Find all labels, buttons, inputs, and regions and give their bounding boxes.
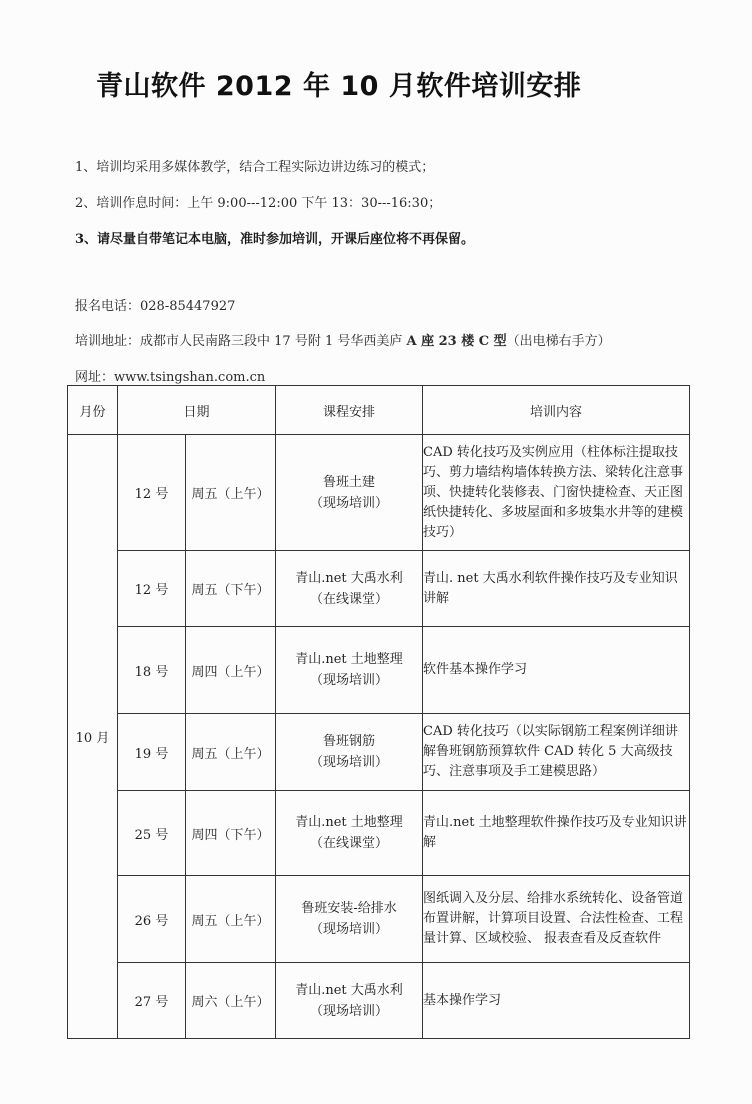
note-2: 2、培训作息时间：上午 9:00---12:00 下午 13：30---16:30； [75, 196, 442, 211]
content-cell: 软件基本操作学习 [423, 627, 690, 714]
phone-number: 028-85447927 [140, 299, 236, 314]
course-name: 鲁班土建 [323, 474, 376, 490]
header-date: 日期 [118, 386, 276, 435]
content-cell: CAD 转化技巧（以实际钢筋工程案例详细讲解鲁班钢筋预算软件 CAD 转化 5 大高级技巧、注意事项及手工建模思路） [423, 714, 690, 791]
weekday-cell: 周四（上午） [186, 627, 276, 714]
date-cell: 12 号 [118, 551, 186, 627]
table-row [68, 963, 690, 1039]
table-row [68, 551, 690, 627]
contact-website [75, 366, 265, 385]
course-cell [276, 435, 423, 551]
course-cell [276, 551, 423, 627]
schedule-table [67, 385, 690, 1039]
content-cell: 图纸调入及分层、给排水系统转化、设备管道布置讲解，计算项目设置、合法性检查、工程量计算、区域校验、 报表查看及反查软件 [423, 876, 690, 963]
date-cell: 18 号 [118, 627, 186, 714]
course-cell [276, 876, 423, 963]
web-label: 网址： [75, 370, 115, 385]
date-cell: 19 号 [118, 714, 186, 791]
header-content: 培训内容 [423, 386, 690, 435]
weekday-cell: 周四（下午） [186, 791, 276, 876]
course-name: 青山.net 大禹水利 [295, 570, 403, 586]
course-mode: （在线课堂） [310, 591, 389, 607]
note-3: 3、请尽量自带笔记本电脑，准时参加培训，开课后座位将不再保留。 [75, 232, 475, 247]
table-header-row [68, 386, 690, 435]
table-row [68, 627, 690, 714]
course-mode: （在线课堂） [310, 836, 389, 851]
course-mode: （现场培训） [310, 495, 389, 511]
weekday-cell: 周六（上午） [186, 963, 276, 1039]
content-cell: CAD 转化技巧及实例应用（柱体标注提取技巧、剪力墙结构墙体转换方法、梁转化注意事项、快捷转化装修表、门窗快捷检查、天正图纸快捷转化、多坡屋面和多坡集水井等的建模技巧） [423, 435, 690, 551]
course-mode: （现场培训） [310, 755, 389, 770]
date-cell: 12 号 [118, 435, 186, 551]
weekday-cell: 周五（上午） [186, 435, 276, 551]
course-mode: （现场培训） [310, 673, 389, 688]
content-cell: 基本操作学习 [423, 963, 690, 1039]
date-cell: 25 号 [118, 791, 186, 876]
table-row [68, 435, 690, 551]
contact-phone [75, 295, 235, 314]
course-mode: （现场培训） [310, 922, 389, 937]
content-cell: 青山.net 土地整理软件操作技巧及专业知识讲解 [423, 791, 690, 876]
course-cell [276, 963, 423, 1039]
address-text: 成都市人民南路三段中 17 号附 1 号华西美庐 [140, 334, 407, 349]
table-row [68, 876, 690, 963]
course-cell [276, 714, 423, 791]
course-mode: （现场培训） [310, 1003, 389, 1019]
course-name: 青山.net 土地整理 [295, 652, 403, 667]
date-cell: 27 号 [118, 963, 186, 1039]
address-direction: （出电梯右手方） [506, 334, 611, 349]
header-course: 课程安排 [276, 386, 423, 435]
address-building: A 座 23 楼 C 型 [406, 334, 507, 349]
content-cell: 青山. net 大禹水利软件操作技巧及专业知识讲解 [423, 551, 690, 627]
web-url: www.tsingshan.com.cn [114, 370, 266, 385]
note-1: 1、培训均采用多媒体教学，结合工程实际边讲边练习的模式； [75, 160, 435, 175]
weekday-cell: 周五（上午） [186, 876, 276, 963]
date-cell: 26 号 [118, 876, 186, 963]
address-label: 培训地址： [75, 334, 141, 349]
course-name: 鲁班安装-给排水 [301, 901, 397, 916]
month-cell: 10 月 [68, 435, 118, 1039]
contact-address [75, 330, 611, 349]
page-title: 青山软件 2012 年 10 月软件培训安排 [96, 71, 582, 102]
weekday-cell: 周五（下午） [186, 551, 276, 627]
course-name: 青山.net 土地整理 [295, 815, 403, 830]
table-row [68, 714, 690, 791]
course-name: 鲁班钢筋 [323, 734, 376, 749]
table-row [68, 791, 690, 876]
course-cell [276, 791, 423, 876]
weekday-cell: 周五（上午） [186, 714, 276, 791]
course-cell [276, 627, 423, 714]
header-month: 月份 [68, 386, 118, 435]
phone-label: 报名电话： [75, 299, 141, 314]
course-name: 青山.net 大禹水利 [295, 982, 403, 998]
